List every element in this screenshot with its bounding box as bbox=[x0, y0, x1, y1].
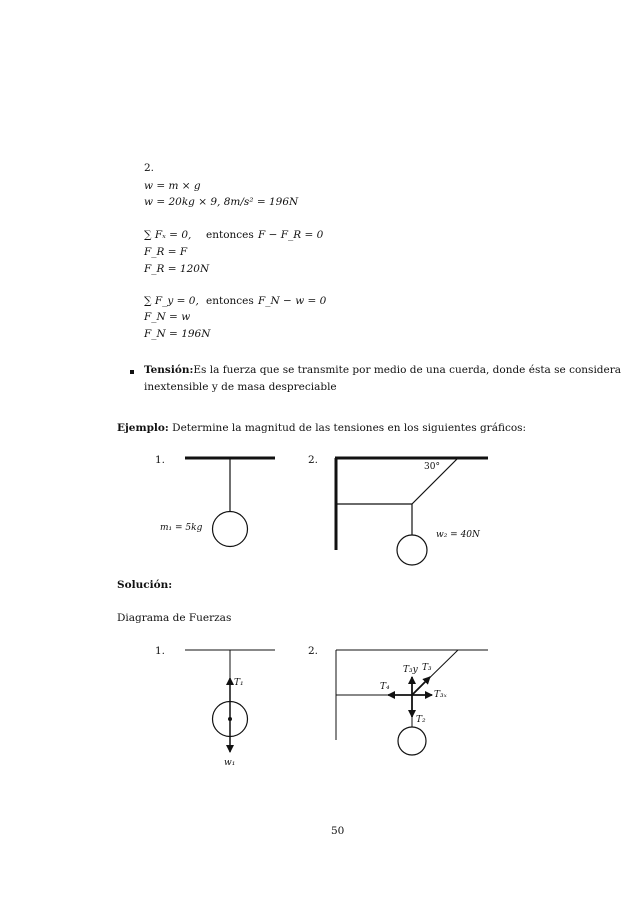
item-number: 2. bbox=[144, 162, 155, 174]
weight-formula: w = m × g bbox=[144, 180, 201, 192]
tension-definition-text: Es la fuerza que se transmite por medio de una cuerda, donde ésta se considera bbox=[193, 364, 622, 376]
sum-fy-equation: ∑ F_y = 0, bbox=[144, 295, 199, 307]
fr-equation-1: F_R = F bbox=[144, 246, 188, 258]
page-number: 50 bbox=[331, 825, 345, 837]
tension-term: Tensión: bbox=[144, 364, 194, 376]
example-text: Determine la magnitud de las tensiones en los siguientes gráficos: bbox=[172, 422, 527, 434]
t3-arrow bbox=[412, 677, 430, 695]
entonces-label-2: entonces bbox=[206, 295, 254, 307]
solution-figure1 bbox=[185, 650, 275, 752]
w1-label: w₁ bbox=[224, 758, 236, 768]
solution-figure2-number: 2. bbox=[308, 645, 319, 657]
t3x-label: T₃ₓ bbox=[434, 690, 447, 700]
t2-label: T₂ bbox=[416, 715, 426, 725]
t3-label: T₃ bbox=[422, 663, 432, 673]
hanging-mass bbox=[397, 535, 427, 565]
example-label: Ejemplo: bbox=[117, 422, 169, 434]
fy-equation: F_N − w = 0 bbox=[258, 295, 327, 307]
example-figure1-number: 1. bbox=[155, 454, 166, 466]
solution-figure2 bbox=[336, 650, 488, 755]
solution-heading: Solución: bbox=[117, 579, 173, 591]
t1-label: T₁ bbox=[234, 678, 244, 688]
fn-equation-1: F_N = w bbox=[144, 311, 191, 323]
entonces-label-1: entonces bbox=[206, 229, 254, 241]
example-figure2 bbox=[335, 458, 488, 565]
sum-fx-equation: ∑ Fₓ = 0, bbox=[144, 229, 192, 241]
weight-label: w₂ = 40N bbox=[436, 530, 480, 540]
fr-equation-2: F_R = 120N bbox=[144, 263, 210, 275]
solution-figure1-number: 1. bbox=[155, 645, 166, 657]
hanging-mass bbox=[398, 727, 426, 755]
angle-label: 30° bbox=[424, 462, 440, 472]
hanging-mass bbox=[213, 512, 248, 547]
t4-label: T₄ bbox=[380, 682, 390, 692]
fn-equation-2: F_N = 196N bbox=[144, 328, 211, 340]
tension-definition-line2: inextensible y de masa despreciable bbox=[144, 381, 337, 393]
diagram-title: Diagrama de Fuerzas bbox=[117, 612, 232, 624]
rope-diagonal bbox=[412, 458, 458, 504]
example-figure2-number: 2. bbox=[308, 454, 319, 466]
t3y-label: T₃y bbox=[403, 665, 418, 675]
weight-calculation: w = 20kg × 9, 8m/s² = 196N bbox=[144, 196, 299, 208]
mass-label: m₁ = 5kg bbox=[160, 523, 203, 533]
example-figure1 bbox=[185, 458, 275, 547]
fx-equation: F − F_R = 0 bbox=[258, 229, 324, 241]
